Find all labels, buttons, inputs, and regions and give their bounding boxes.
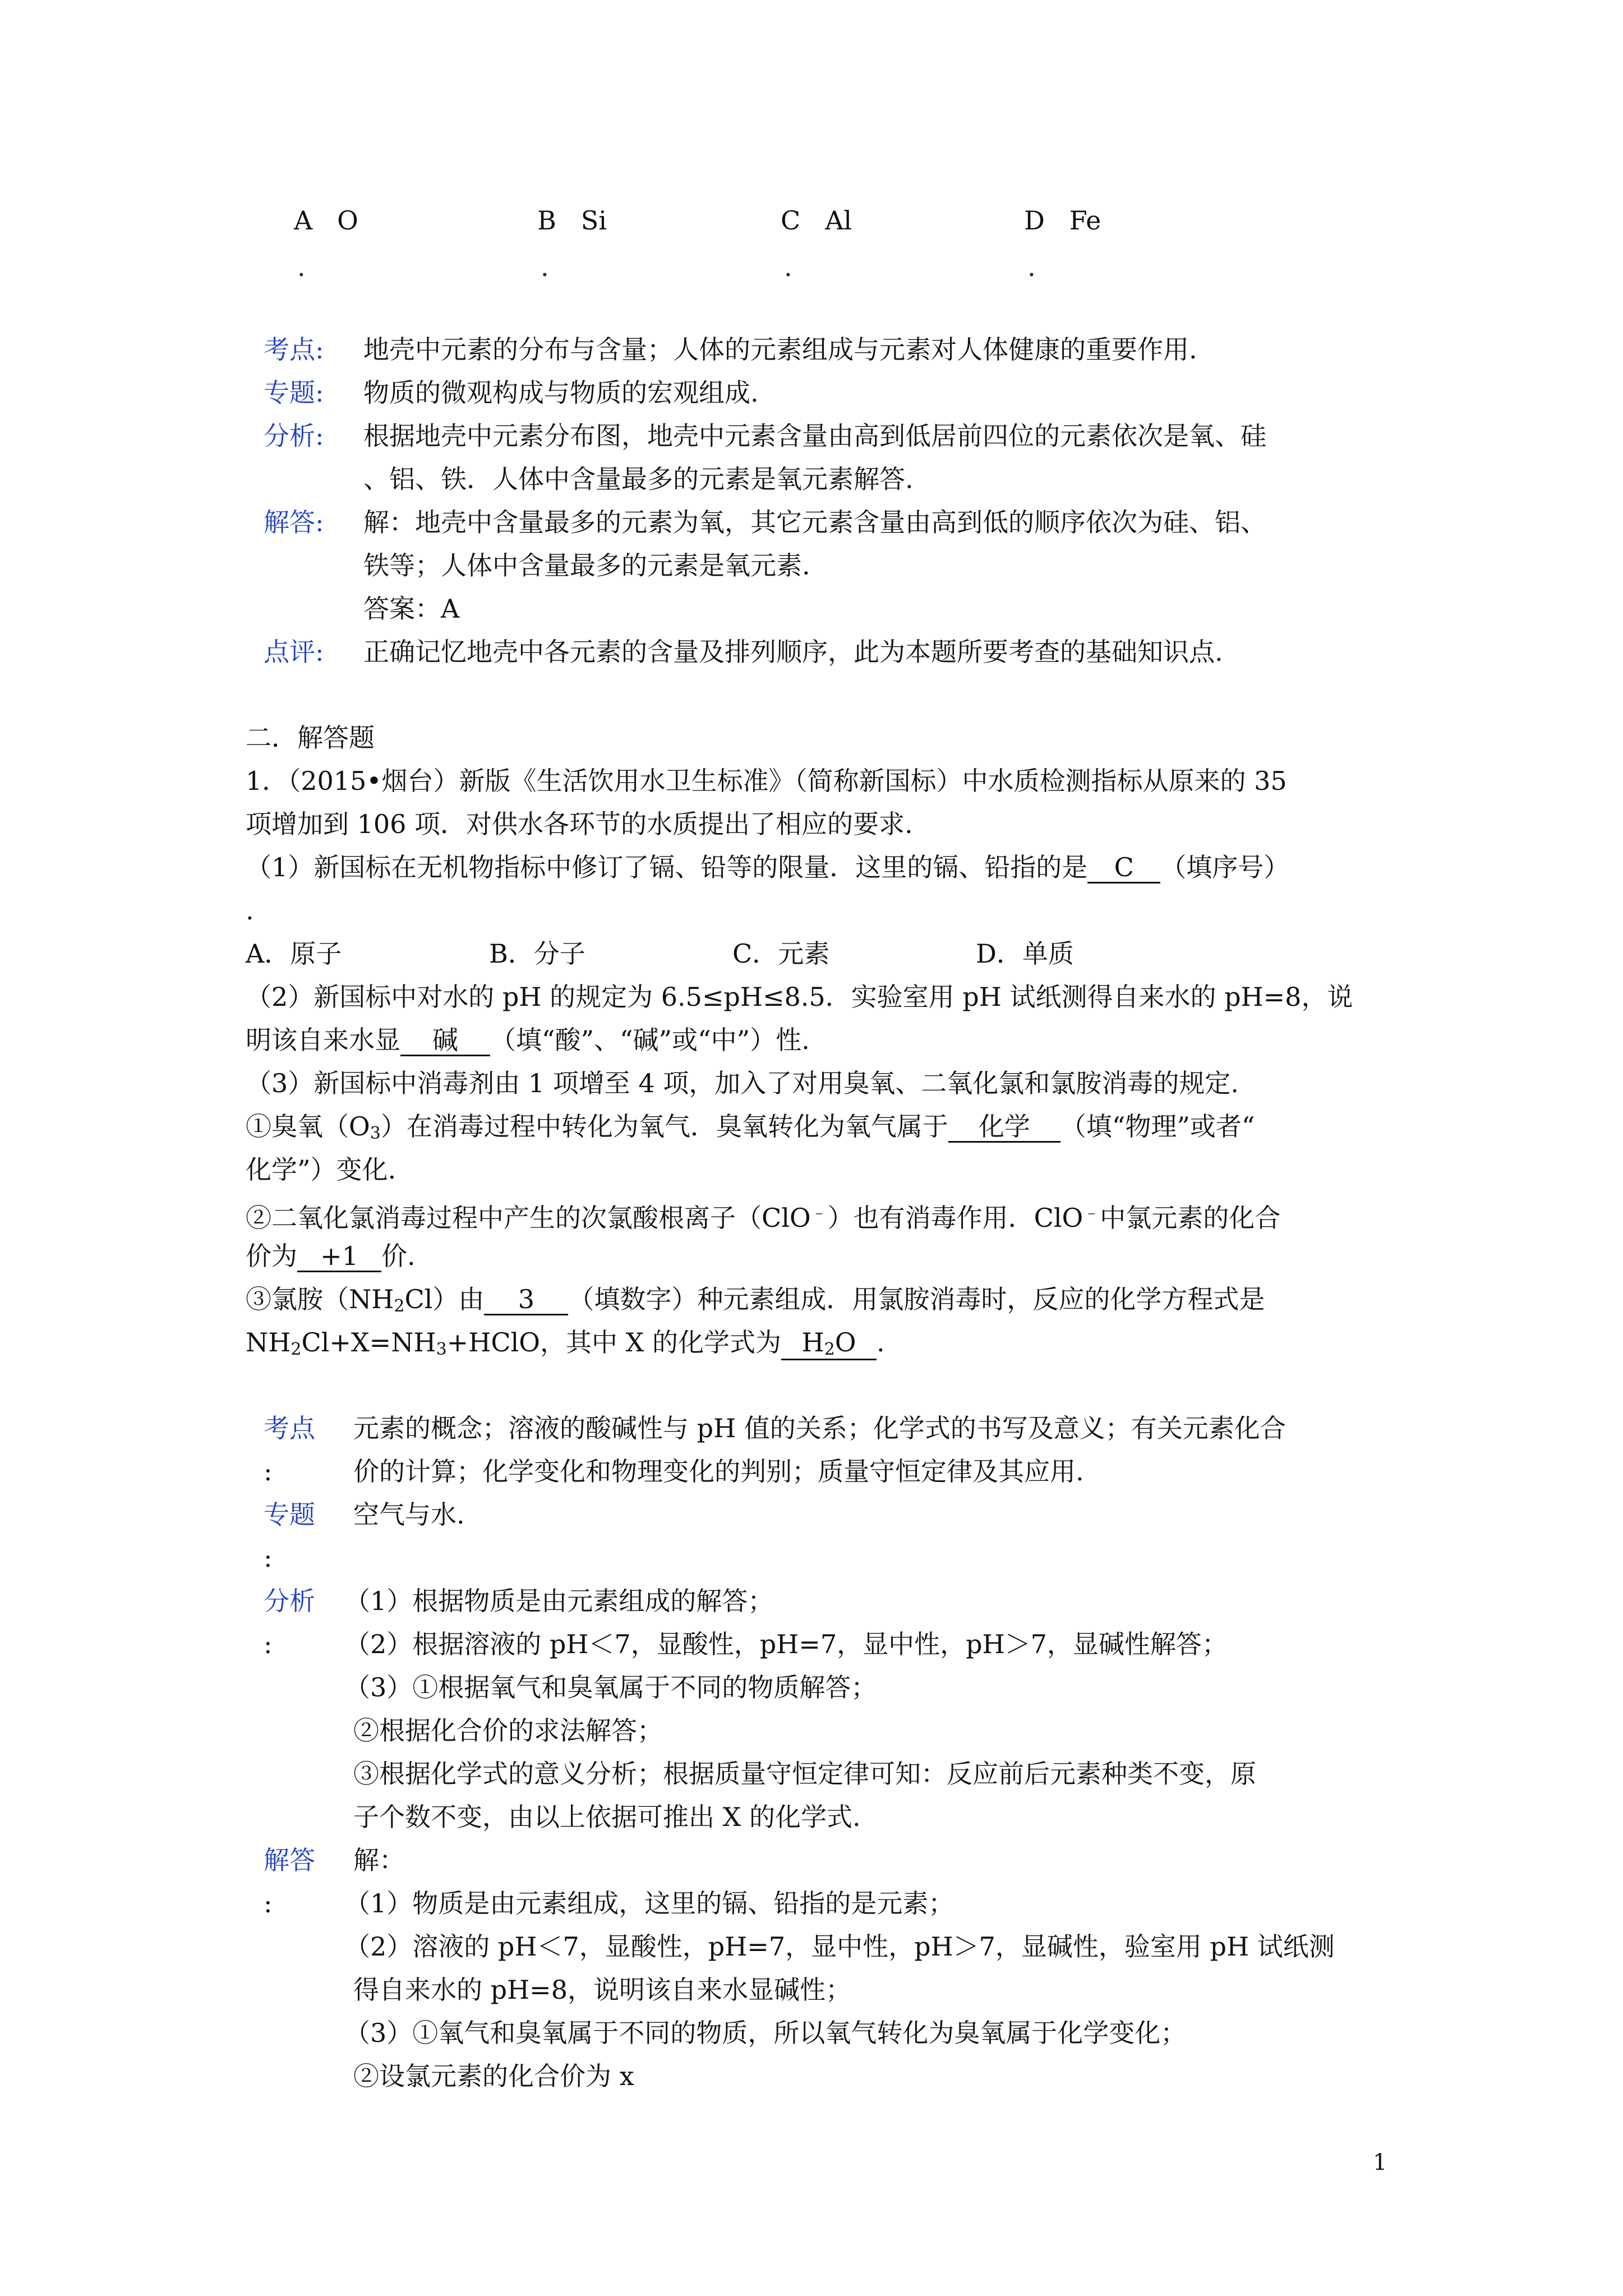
- fenxi-line-1: （1）根据物质是由元素组成的解答；: [344, 1586, 774, 1616]
- fenxi-line-2: 、铝、铁．人体中含量最多的元素是氧元素解答.: [363, 464, 914, 494]
- fenxi-line-1: 根据地壳中元素分布图，地壳中元素含量由高到低居前四位的元素依次是氧、硅: [363, 421, 1266, 451]
- option-letter: D: [1024, 205, 1045, 236]
- option-a: [294, 199, 358, 242]
- kaodian-line-1: 元素的概念；溶液的酸碱性与 pH 值的关系；化学式的书写及意义；有关元素化合: [353, 1413, 1286, 1443]
- jieda-line-5: ②设氯元素的化合价为 x: [353, 2061, 634, 2091]
- text: ）也有消毒作用．ClO: [827, 1203, 1083, 1233]
- jieda-line-2: 铁等；人体中含量最多的元素是氧元素.: [363, 550, 810, 581]
- option-value: O: [337, 205, 358, 236]
- text: Cl+X=NH: [301, 1327, 436, 1358]
- jieda-line-1: 解：地壳中含量最多的元素为氧，其它元素含量由高到低的顺序依次为硅、铝、: [363, 507, 1266, 537]
- jieda-line-0: 解：: [353, 1845, 405, 1875]
- text: （填序号）: [1160, 852, 1290, 882]
- fenxi-line-6: 子个数不变，由以上依据可推出 X 的化学式.: [353, 1802, 861, 1832]
- text: （填“物理”或者“: [1060, 1111, 1255, 1142]
- option-dot: .: [1027, 252, 1036, 282]
- option-dot: .: [784, 252, 792, 282]
- fenxi-line-5: ③根据化学式的意义分析；根据质量守恒定律可知：反应前后元素种类不变，原: [353, 1759, 1256, 1789]
- q2-part-1-dot: .: [246, 895, 254, 926]
- zhuanti-text: 空气与水.: [353, 1499, 465, 1530]
- subscript: 2: [291, 1340, 302, 1359]
- option-d: [1024, 199, 1101, 242]
- answer-blank: 3: [484, 1285, 568, 1315]
- label-colon: :: [264, 1456, 273, 1487]
- text: +HClO，其中 X 的化学式为: [446, 1327, 781, 1358]
- subscript: 2: [394, 1296, 405, 1316]
- q2-part-3-line: （3）新国标中消毒剂由 1 项增至 4 项，加入了对用臭氧、二氧化氯和氯胺消毒的规定.: [246, 1068, 1239, 1098]
- text: ①臭氧（O: [246, 1111, 370, 1142]
- option-letter: C: [781, 205, 801, 236]
- jieda-line-1: （1）物质是由元素组成，这里的镉、铅指的是元素；: [344, 1888, 955, 1918]
- fenxi-label: 分析: [264, 1586, 315, 1616]
- jieda-line-3: 得自来水的 pH=8，说明该自来水显碱性；: [353, 1975, 851, 2005]
- jieda-line-3: 答案：A: [363, 593, 460, 624]
- q2-part-3a-line-2: 化学”）变化.: [246, 1154, 396, 1185]
- answer-blank: 碱: [400, 1026, 490, 1056]
- q2-part-3c-line-1: [246, 1278, 1265, 1328]
- fenxi-line-2: （2）根据溶液的 pH＜7，显酸性，pH=7，显中性，pH＞7，显碱性解答；: [344, 1629, 1228, 1659]
- kaodian-line-2: 价的计算；化学变化和物理变化的判别；质量守恒定律及其应用.: [353, 1456, 1084, 1487]
- q2-part-3b-line-1: [246, 1191, 1280, 1239]
- option-letter: B: [537, 205, 556, 236]
- q2-part-2-line-2: [246, 1019, 810, 1061]
- option-dot: .: [541, 252, 549, 282]
- fenxi-line-4: ②根据化合价的求法解答；: [353, 1715, 663, 1746]
- text: （填“酸”、“碱”或“中”）性.: [490, 1025, 810, 1055]
- text: O: [834, 1327, 856, 1358]
- text: .: [876, 1327, 885, 1358]
- zhuanti-label: 专题: [264, 1499, 315, 1530]
- subscript: 3: [436, 1340, 447, 1359]
- answer-blank: +1: [297, 1242, 381, 1272]
- q2-part-3b-line-2: [246, 1235, 416, 1277]
- superscript: ﹣: [1083, 1203, 1100, 1222]
- q2-part-1: [246, 846, 1289, 889]
- option-value: Al: [825, 205, 852, 236]
- option-letter: A: [294, 205, 313, 236]
- option-c: [781, 199, 852, 242]
- choice-b: B．分子: [489, 938, 585, 969]
- text: 中氯元素的化合: [1100, 1203, 1281, 1233]
- section-title: 二．解答题: [246, 723, 375, 753]
- superscript: ﹣: [810, 1203, 828, 1222]
- jieda-label: 解答: [264, 1845, 315, 1875]
- choice-d: D．单质: [976, 938, 1074, 969]
- text: ③氯胺（NH: [246, 1284, 394, 1314]
- zhuanti-text: 物质的微观构成与物质的宏观组成.: [363, 378, 759, 408]
- text: 价.: [381, 1241, 416, 1271]
- zhuanti-label: 专题:: [264, 378, 324, 408]
- option-dot: .: [297, 252, 306, 282]
- subscript: 2: [824, 1340, 835, 1359]
- text: Cl）由: [404, 1284, 485, 1314]
- text: ）在消毒过程中转化为氧气．臭氧转化为氧气属于: [380, 1111, 948, 1142]
- kaodian-label: 考点:: [264, 334, 324, 365]
- label-colon: :: [264, 1888, 273, 1918]
- q2-part-3c-line-2: [246, 1321, 885, 1371]
- answer-blank: 化学: [948, 1112, 1061, 1143]
- text: 明该自来水显: [246, 1025, 400, 1055]
- option-b: [537, 199, 607, 242]
- kaodian-label: 考点: [264, 1413, 315, 1443]
- jieda-line-4: （3）①氧气和臭氧属于不同的物质，所以氧气转化为臭氧属于化学变化；: [344, 2018, 1187, 2048]
- q2-part-2-line-1: （2）新国标中对水的 pH 的规定为 6.5≤pH≤8.5．实验室用 pH 试纸测得自来水的 pH=8，说: [246, 982, 1353, 1012]
- choice-c: C．元素: [732, 938, 830, 969]
- choice-a: A．原子: [246, 938, 342, 969]
- text: ②二氧化氯消毒过程中产生的次氯酸根离子（ClO: [246, 1203, 811, 1233]
- q2-part-3a-line-1: [246, 1105, 1255, 1155]
- q2-line-1: 1．（2015•烟台）新版《生活饮用水卫生标准》（简称新国标）中水质检测指标从原来的 35: [246, 766, 1287, 796]
- option-value: Fe: [1069, 205, 1101, 236]
- answer-blank: C: [1087, 853, 1160, 884]
- page-number: 1: [1373, 2150, 1387, 2175]
- text: （填数字）种元素组成．用氯胺消毒时，反应的化学方程式是: [568, 1284, 1265, 1314]
- dianping-label: 点评:: [264, 637, 324, 667]
- option-value: Si: [580, 205, 607, 236]
- label-colon: :: [264, 1629, 273, 1659]
- fenxi-label: 分析:: [264, 421, 324, 451]
- answer-blank: [781, 1328, 877, 1360]
- fenxi-line-3: （3）①根据氧气和臭氧属于不同的物质解答；: [344, 1672, 877, 1703]
- jieda-label: 解答:: [264, 507, 324, 537]
- label-colon: :: [264, 1543, 273, 1573]
- kaodian-text: 地壳中元素的分布与含量；人体的元素组成与元素对人体健康的重要作用.: [363, 334, 1197, 365]
- text: H: [801, 1327, 824, 1358]
- text: 价为: [246, 1241, 297, 1271]
- q2-line-2: 项增加到 106 项．对供水各环节的水质提出了相应的要求.: [246, 809, 913, 839]
- subscript: 3: [370, 1124, 381, 1143]
- dianping-text: 正确记忆地壳中各元素的含量及排列顺序，此为本题所要考查的基础知识点.: [363, 637, 1223, 667]
- jieda-line-2: （2）溶液的 pH＜7，显酸性，pH=7，显中性，pH＞7，显碱性，验室用 pH 试纸测: [344, 1931, 1335, 1962]
- text: （1）新国标在无机物指标中修订了镉、铅等的限量．这里的镉、铅指的是: [246, 852, 1088, 882]
- text: NH: [246, 1327, 291, 1358]
